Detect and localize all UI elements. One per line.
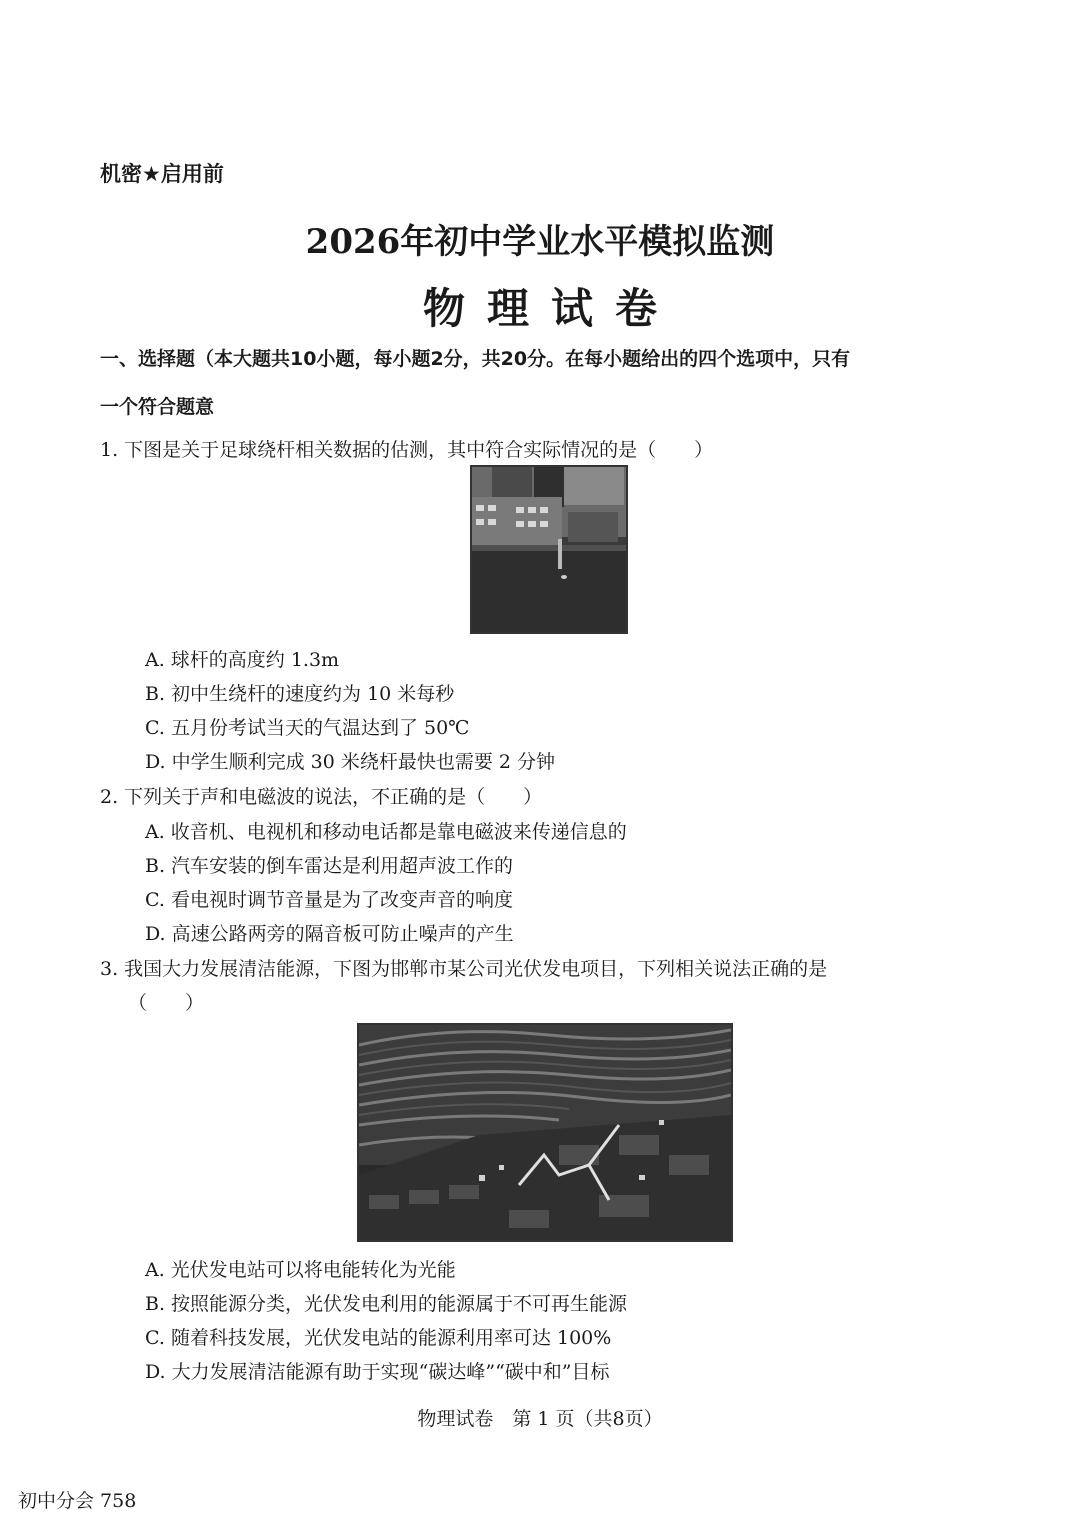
question-3-option-a: A. 光伏发电站可以将电能转化为光能 — [145, 1259, 456, 1281]
question-1-option-c: C. 五月份考试当天的气温达到了 50℃ — [145, 717, 470, 739]
confidential-label: 机密★启用前 — [100, 162, 224, 186]
question-1-photo — [470, 465, 628, 634]
page-footer: 物理试卷 第 1 页（共8页） — [417, 1408, 663, 1430]
question-1-option-b: B. 初中生绕杆的速度约为 10 米每秒 — [145, 683, 455, 705]
question-1-stem: 1. 下图是关于足球绕杆相关数据的估测，其中符合实际情况的是（ ） — [100, 439, 714, 461]
football-field-photo — [472, 467, 626, 632]
question-1-option-a: A. 球杆的高度约 1.3m — [145, 649, 340, 671]
question-3-photo — [357, 1023, 733, 1242]
section-heading-cont: 一个符合题意 — [100, 396, 215, 418]
question-2-option-d: D. 高速公路两旁的隔音板可防止噪声的产生 — [145, 923, 514, 945]
solar-farm-photo — [359, 1025, 731, 1240]
watermark-text: 初中分会 758 — [18, 1490, 137, 1512]
exam-title: 2026年初中学业水平模拟监测 — [305, 222, 775, 262]
question-3-stem-cont: （ ） — [128, 992, 205, 1014]
question-2-stem: 2. 下列关于声和电磁波的说法，不正确的是（ ） — [100, 786, 543, 808]
question-2-option-a: A. 收音机、电视机和移动电话都是靠电磁波来传递信息的 — [145, 821, 627, 843]
section-heading: 一、选择题（本大题共10小题，每小题2分，共20分。在每小题给出的四个选项中，只有 — [100, 348, 851, 370]
exam-subtitle: 物理试卷 — [422, 284, 679, 333]
question-2-option-c: C. 看电视时调节音量是为了改变声音的响度 — [145, 889, 513, 911]
question-3-option-c: C. 随着科技发展，光伏发电站的能源利用率可达 100% — [145, 1327, 612, 1349]
question-1-option-d: D. 中学生顺利完成 30 米绕杆最快也需要 2 分钟 — [145, 751, 556, 773]
question-2-option-b: B. 汽车安装的倒车雷达是利用超声波工作的 — [145, 855, 514, 877]
question-3-stem: 3. 我国大力发展清洁能源，下图为邯郸市某公司光伏发电项目，下列相关说法正确的是 — [100, 958, 828, 980]
question-3-option-b: B. 按照能源分类，光伏发电利用的能源属于不可再生能源 — [145, 1293, 628, 1315]
question-3-option-d: D. 大力发展清洁能源有助于实现“碳达峰”“碳中和”目标 — [145, 1361, 610, 1383]
